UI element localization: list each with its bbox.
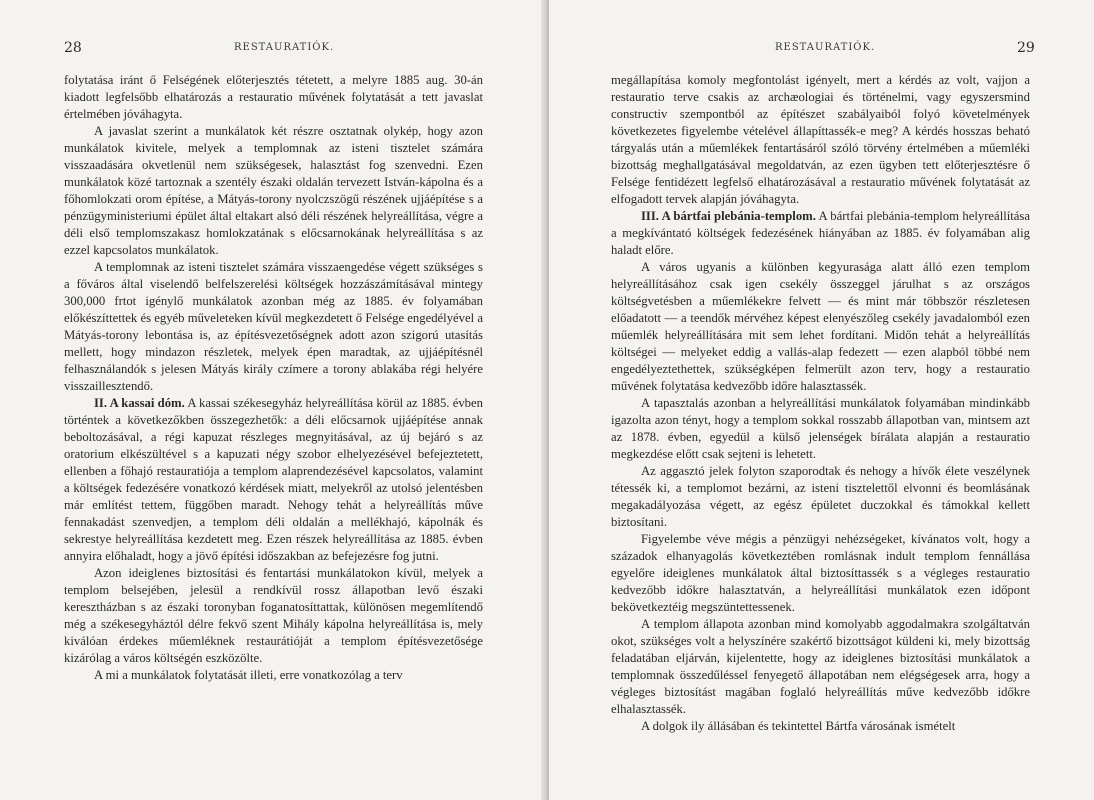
section-paragraph (64, 395, 483, 565)
paragraph: A templom állapota azonban mind komolyabb aggodalmakra szolgáltatván okot, szükséges volt a helyszínére szakértő bizottságot küldeni ki, mely bizottság feladatában eljárván, kijelentette, hogy az ideiglenes biztosítási munkálatok a templomnak összedűléssel fenyegető állapotában nem elégségesek arra, hogy a végleges biztosítást magában foglaló helyreállítás műve kedvezőbb időkre elhalasztassék. (611, 617, 1030, 716)
paragraph: A templomnak az isteni tisztelet számára visszaengedése végett szükséges s a főváros által viselendő belfelszerelési költségek hozzászámításával mintegy 300,000 frtot igénylő munkálatok azonban még az 1885. év folyamában előkészíttettek és egyéb műveleteken kívül megkezdetett ő Felsége engedélyével a Mátyás-torony lebontása is, az építésvezetőségnek adott azon szigorú utasítás mellett, hogy mindazon részletek, melyek épen maradtak, az ujjáépítésnél felhasználandók s jelesen Mátyás király czímere a torony ablakába régi helyére visszaillesztendő. (64, 260, 483, 393)
page-number-left: 28 (64, 40, 82, 56)
section-heading: III. A bártfai plebánia-templom. (641, 209, 816, 223)
section-text: A bártfai plebánia-templom helyreállítása a megkívántató költségek fedezésének hiányában az 1885. év folyamában alig haladt előre. (611, 209, 1030, 257)
paragraph: A tapasztalás azonban a helyreállítási munkálatok folyamában mindinkább igazolta azon tényt, hogy a templom sokkal rosszabb állapotban van, mintsem azt az 1878. évben, egyedül a külső jelenségek bírálata alapján a restauratio megkezdése előtt csak sejteni is lehetett. (611, 396, 1030, 461)
left-page (0, 0, 545, 800)
page-number-right: 29 (1017, 40, 1035, 56)
section-text: A kassai székesegyház helyreállítása körül az 1885. évben történtek a következőkben összegezhetők: a déli előcsarnok ujjáépítése annak beboltozásával, a régi kapuzat részleges megnyitásával, az új bejáró s az oratorium elkészültével s a kapuzati négy szobor elhelyezésével befejeztetett, ellenben a főhajó restauratiója a templom alaprendezésével kapcsolatos, valamint a költségek fedezésére vonatkozó kérdések miatt, melyekről az utolsó jelentésben már említést tettem, függőben maradt. Nehogy tehát a helyreállítás műve fennakadást szenvedjen, a templom déli oldalán a mellékhajó, kápolnák és sekrestye helyreállítása kezdetett meg. Ezen részek helyreállítása az 1885. évben annyira előhaladt, hogy a jövő építési időszakban az befejezésre fog jutni. (64, 396, 483, 563)
section-heading: II. A kassai dóm. (94, 396, 185, 410)
paragraph: A javaslat szerint a munkálatok két részre osztatnak olykép, hogy azon munkálatok kivitele, melyek a templomnak az isteni tisztelet számára visszaadására okvetlenül nem szükségesek, halasztást fog szenvedni. Ezen munkálatok közé tartoznak a szentély északi oldalán tervezett István-kápolna és a főhomlokzati orom építése, a Mátyás-torony nyolczszögű részének ujjáépítése s a pénzügyministeriumi épület által eltakart alsó déli részének helyreállítása, végre a déli első templomszakasz homlokzatának s előcsarnokának helyreállítása s az ezzel kapcsolatos munkálatok. (64, 124, 483, 257)
running-header-left: RESTAURATIÓK. (234, 42, 335, 53)
right-page-text (611, 72, 1030, 735)
running-header-right: RESTAURATIÓK. (775, 42, 876, 53)
paragraph: folytatása iránt ő Felségének előterjesztés tétetett, a melyre 1885 aug. 30-án kiadott legfelsőbb elhatározás a restauratio művének folytatását a tett javaslat értelmében jóváhagyta. (64, 73, 483, 121)
paragraph: Az aggasztó jelek folyton szaporodtak és nehogy a hívők élete veszélynek tétessék ki, a templomot bezárni, az isteni tisztelettől elvonni és beomlásának megakadályozása végett, az egész épületet duczokkal és támokkal kellett biztosítani. (611, 464, 1030, 529)
right-page (549, 0, 1094, 800)
section-paragraph (611, 208, 1030, 259)
paragraph: A mi a munkálatok folytatását illeti, erre vonatkozólag a terv (94, 668, 403, 682)
paragraph: A dolgok ily állásában és tekintettel Bártfa városának ismételt (641, 719, 956, 733)
paragraph: Figyelembe véve mégis a pénzügyi nehézségeket, kívánatos volt, hogy a századok elhanyagolás következtében romlásnak indult templom fennállása egyelőre ideiglenes munkálatok által biztosíttassék s a végleges restauratio kedvezőbb időkre halasztatván, a helyreállítási munkálatok ezen időpont bekövetkeztéig megszüntettessenek. (611, 532, 1030, 614)
paragraph: A város ugyanis a különben kegyurasága alatt álló ezen templom helyreállításához csak igen csekély összeggel járulhat s az országos költségvetésben a műemlékekre felvett — és mint már többször részletesen előadatott — a teendők mérvéhez képest elenyészőleg csekély javadalomból ezen műemlék helyreállítására mit sem lehet fordítani. Midőn tehát a helyreállítás költségei — melyeket eddig a vallás-alap fedezett — ezen alapból többé nem engedélyeztethettek, szükségképen felmerült azon terv, hogy a restauratio művének folytatása kedvezőbb időre halasztassék. (611, 260, 1030, 393)
paragraph: Azon ideiglenes biztosítási és fentartási munkálatokon kívül, melyek a templom belsejében, jelesül a rendkívül rossz állapotban levő északi keresztházban s az északi toronyban foganatosíttattak, különösen megemlítendő még a székesegyháztól délre fekvő szent Mihály kápolna helyreállítása is, mely kiválóan érdekes műemléknek restaurátióját a templom építésvezetősége kizárólag a város költségén eszközölte. (64, 566, 483, 665)
paragraph: megállapítása komoly megfontolást igényelt, mert a kérdés az volt, vajjon a restauratio terve csakis az archæologiai és történelmi, vagy egyszersmind constructiv szempontból az építészet szabályaiból folyó követelmények következetes figyelembe vételével állapíttassék-e meg? A kérdés hosszas beható tárgyalás után a műemlékek fentartásáról szóló törvény értelmében a műemléki bizottság meghallgatásával megoldatván, az ezen ügyben tett előterjesztésre ő Felsége fentidézett legfelső elhatározásával a restauratio művének folytatását az elfogadott tervek alapján jóváhagyta. (611, 73, 1030, 206)
left-page-text (64, 72, 483, 684)
